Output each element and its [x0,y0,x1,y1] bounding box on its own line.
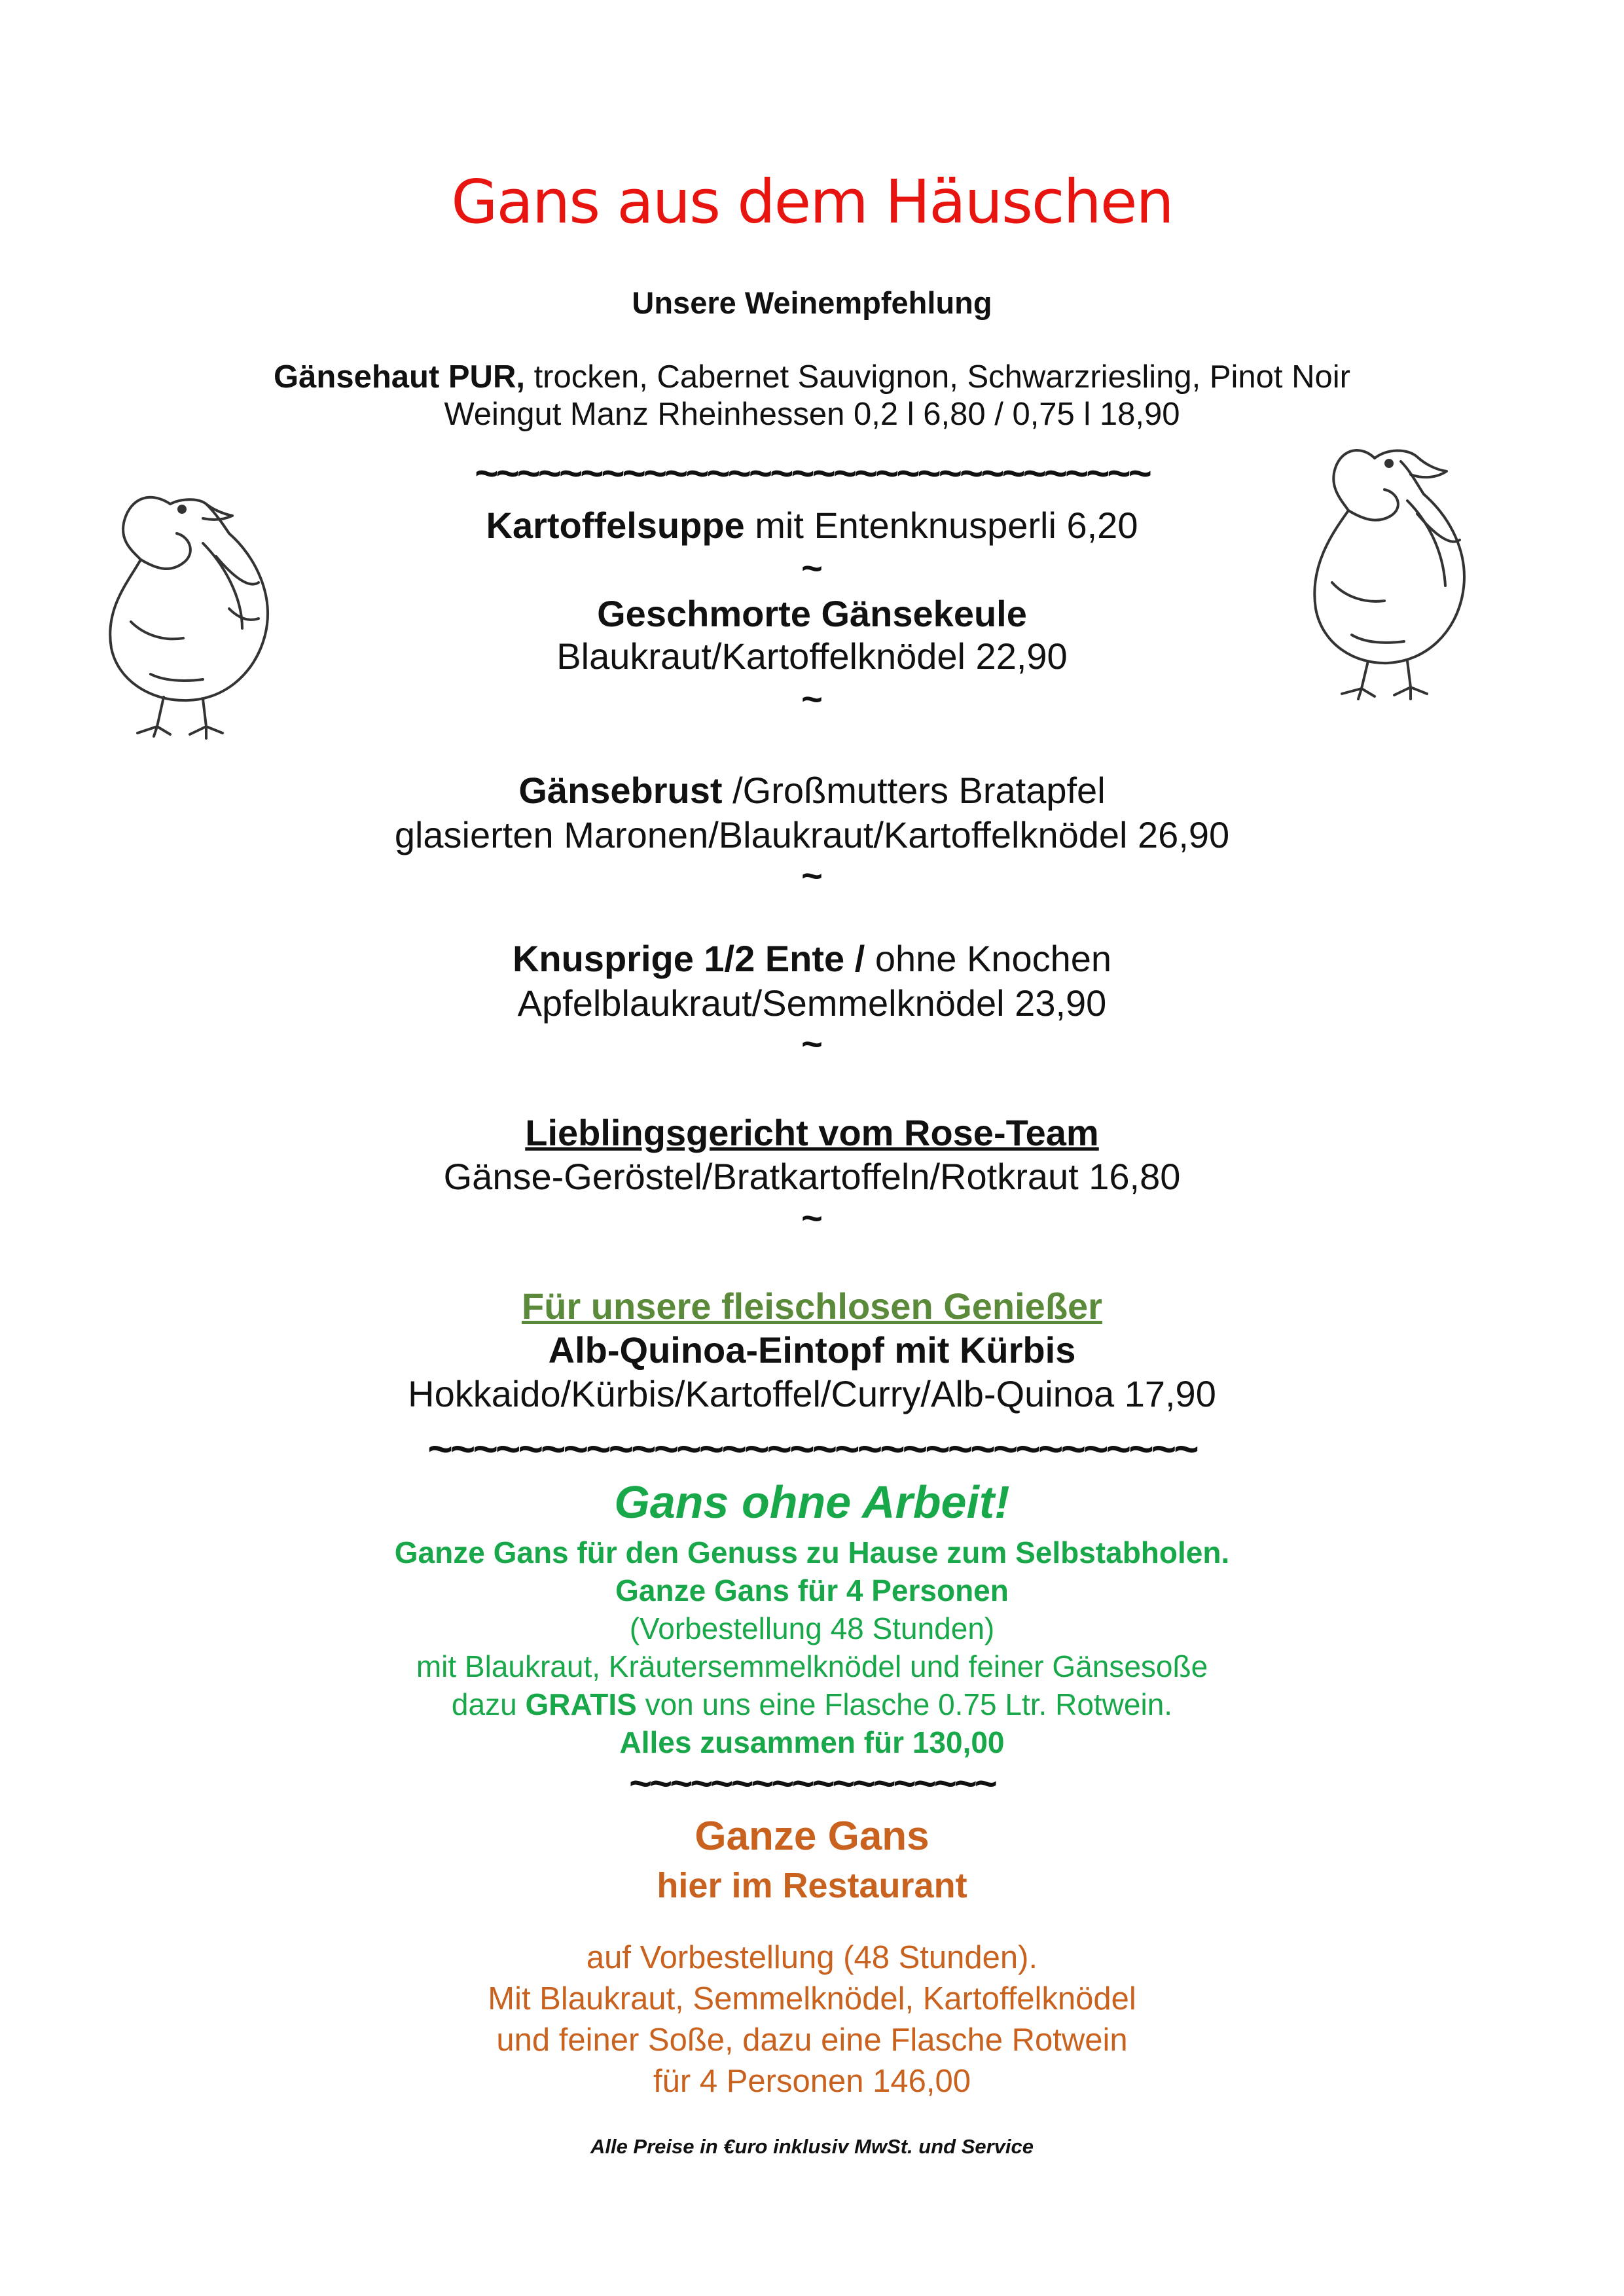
dish-name: Lieblingsgericht vom Rose-Team [525,1112,1099,1153]
veggie-heading: Für unsere fleischlosen Genießer [522,1285,1102,1327]
dish-name: Geschmorte Gänsekeule [597,593,1027,634]
takeaway-heading: Gans ohne Arbeit! [614,1477,1010,1528]
takeaway-text: von uns eine Flasche 0.75 Ltr. Rotwein. [636,1687,1173,1721]
dish-detail: Hokkaido/Kürbis/Kartoffel/Curry/Alb-Quinoa 17,90 [408,1373,1216,1414]
takeaway-line: (Vorbestellung 48 Stunden) [629,1611,995,1645]
separator-tilde: ~ [801,547,823,588]
separator-tilde: ~ [801,678,823,719]
takeaway-line: Ganze Gans für 4 Personen [615,1573,1009,1607]
separator-tilde: ~ [801,855,823,896]
separator-tilde: ~ [801,1197,823,1238]
takeaway-price: Alles zusammen für 130,00 [619,1725,1005,1759]
dish-goose-breast [0,769,1624,812]
veggie-dish [0,1329,1624,1371]
dish-detail: glasierten Maronen/Blaukraut/Kartoffelknödel 26,90 [394,814,1230,855]
takeaway-text: dazu [451,1687,526,1721]
dish-detail: /Großmutters Bratapfel [722,770,1106,811]
separator-long: ~~~~~~~~~~~~~~~~~~ [629,1761,995,1805]
wine-grapes: trocken, Cabernet Sauvignon, Schwarzriesling, Pinot Noir [524,359,1350,395]
dish-detail: Gänse-Geröstel/Bratkartoffeln/Rotkraut 16,80 [443,1156,1181,1197]
dish-detail: ohne Knochen [865,938,1112,979]
dish-detail: Blaukraut/Kartoffelknödel 22,90 [556,636,1068,677]
wine-name: Gänsehaut PUR, [274,359,525,395]
dish-name: Alb-Quinoa-Eintopf mit Kürbis [548,1329,1076,1371]
dish-detail: mit Entenknusperli 6,20 [744,505,1138,546]
wine-heading: Unsere Weinempfehlung [632,285,992,320]
separator-tilde: ~ [801,1023,823,1064]
wine-details: Weingut Manz Rheinhessen 0,2 l 6,80 / 0,75 l 18,90 [444,397,1180,432]
restaurant-heading: Ganze Gans [695,1814,929,1859]
dish-goose-leg [0,592,1624,635]
separator-long: ~~~~~~~~~~~~~~~~~~~~~~~~~~~~~~~~ [475,451,1149,496]
separator-long: ~~~~~~~~~~~~~~~~~~~~~~~~~~~~~~~~~~ [427,1424,1197,1473]
page-title: Gans aus dem Häuschen [451,167,1173,237]
restaurant-line: auf Vorbestellung (48 Stunden). [586,1940,1038,1975]
wine-description [0,359,1624,395]
restaurant-price: für 4 Personen 146,00 [653,2064,971,2099]
price-footnote: Alle Preise in €uro inklusiv MwSt. und Service [590,2135,1034,2158]
dish-soup [0,504,1624,547]
takeaway-line: mit Blaukraut, Kräutersemmelknödel und feiner Gänsesoße [416,1649,1208,1683]
dish-team-favorite [0,1111,1624,1154]
dish-name: Gänsebrust [518,770,723,811]
dish-name: Knusprige 1/2 Ente / [512,938,865,979]
takeaway-line: Ganze Gans für den Genuss zu Hause zum Selbstabholen. [394,1535,1230,1570]
dish-duck [0,937,1624,980]
gratis-label: GRATIS [525,1687,637,1721]
takeaway-line [0,1687,1624,1722]
restaurant-line: Mit Blaukraut, Semmelknödel, Kartoffelknödel [488,1981,1136,2017]
dish-detail: Apfelblaukraut/Semmelknödel 23,90 [517,982,1107,1024]
restaurant-subheading: hier im Restaurant [657,1866,967,1905]
restaurant-line: und feiner Soße, dazu eine Flasche Rotwein [496,2022,1128,2058]
dish-name: Kartoffelsuppe [486,505,745,546]
